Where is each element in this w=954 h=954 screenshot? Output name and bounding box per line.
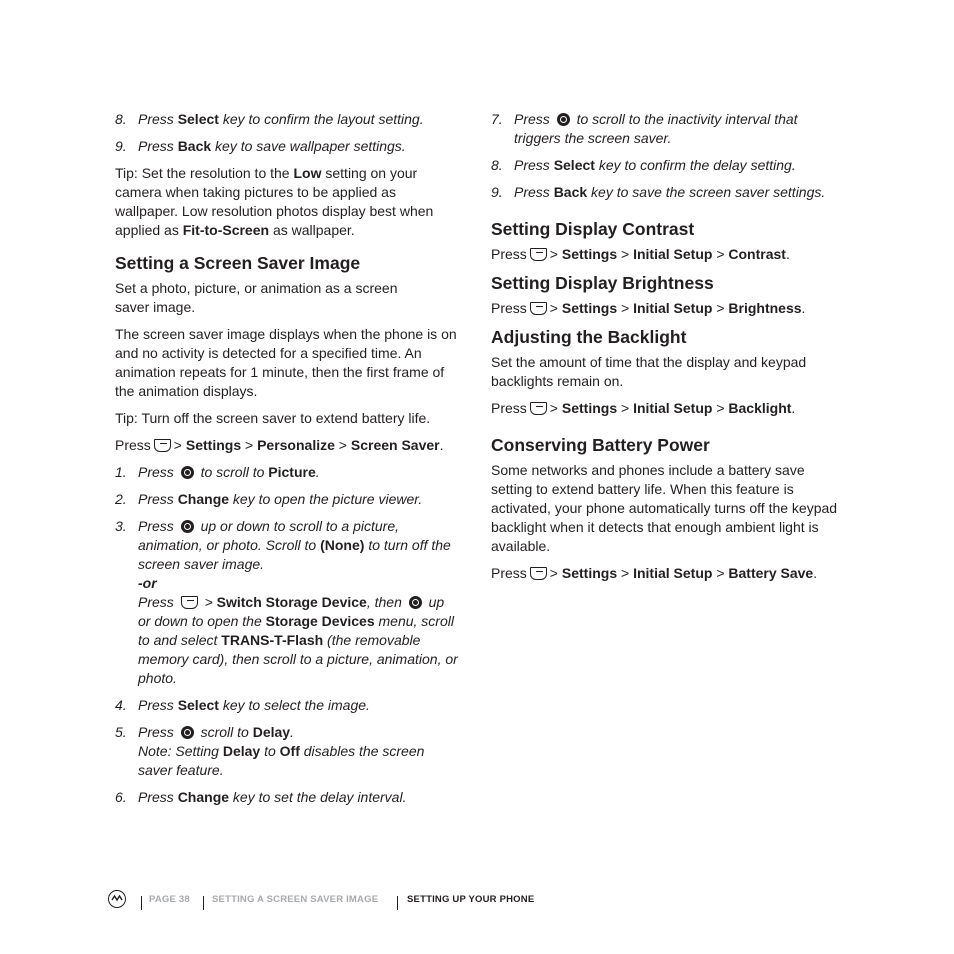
- backlight-path: Press > Settings > Initial Setup > Backlight.: [491, 400, 796, 416]
- step-5: 5. Press scroll to Delay. Note: Setting Delay to Off disables the screen saver feature.: [115, 724, 425, 778]
- step-7: 7. Press to scroll to the inactivity interval that triggers the screen saver.: [491, 111, 798, 146]
- menu-key-icon: [181, 596, 198, 609]
- step-2: 2. Press Change key to open the picture viewer.: [115, 491, 423, 507]
- step-8: 8. Press Select key to confirm the layout setting.: [115, 111, 424, 127]
- step-6: 6. Press Change key to set the delay interval.: [115, 789, 407, 805]
- backlight-heading: Adjusting the Backlight: [491, 327, 687, 347]
- left-column: [115, 110, 460, 815]
- step-9: 9. Press Back key to save wallpaper settings.: [115, 138, 406, 154]
- nav-key-icon: [181, 520, 194, 533]
- footer-section: SETTING A SCREEN SAVER IMAGE: [212, 894, 379, 905]
- brightness-heading: Setting Display Brightness: [491, 273, 714, 293]
- step-1: 1. Press to scroll to Picture.: [115, 464, 320, 480]
- tip-battery: Tip: Turn off the screen saver to extend battery life.: [115, 410, 431, 426]
- intro-text: Set a photo, picture, or animation as a screen saver image.: [115, 280, 398, 315]
- footer-divider: [397, 896, 398, 910]
- backlight-description: Set the amount of time that the display and keypad backlights remain on.: [491, 354, 807, 389]
- footer-chapter: SETTING UP YOUR PHONE: [407, 894, 535, 905]
- step-9: 9. Press Back key to save the screen saver settings.: [491, 184, 826, 200]
- battery-path: Press > Settings > Initial Setup > Battery Save.: [491, 565, 818, 581]
- step-8: 8. Press Select key to confirm the delay setting.: [491, 157, 796, 173]
- battery-description: Some networks and phones include a battery save setting to extend battery life. When this feature is activated, your phone automatically turns off the keypad backlight when it detects that enough ambient light is available.: [491, 462, 838, 554]
- nav-key-icon: [181, 726, 194, 739]
- footer-divider: [203, 896, 204, 910]
- step-3: 3. Press up or down to scroll to a picture, animation, or photo. Scroll to (None) to turn off the screen saver image. -or Press > Switch Storage Device, then up or down to open the Storage Devices menu, scroll to and select TRANS-T-Flash (the removable memory card), then scroll to a picture, animation, or photo.: [115, 518, 458, 686]
- tip-resolution: Tip: Set the resolution to the Low setting on your camera when taking pictures to be applied as wallpaper. Low resolution photos display best when applied as Fit-to-Screen as wallpaper.: [115, 165, 434, 238]
- step-4: 4. Press Select key to select the image.: [115, 697, 370, 713]
- brand-logo-icon: [108, 890, 126, 908]
- menu-key-icon: [530, 402, 547, 415]
- menu-key-icon: [530, 567, 547, 580]
- menu-path: Press > Settings > Personalize > Screen Saver.: [115, 437, 444, 453]
- contrast-heading: Setting Display Contrast: [491, 219, 695, 239]
- brightness-path: Press > Settings > Initial Setup > Brightness.: [491, 300, 806, 316]
- menu-key-icon: [530, 248, 547, 261]
- nav-key-icon: [409, 596, 422, 609]
- footer-divider: [141, 896, 142, 910]
- page-footer: [108, 890, 608, 912]
- nav-key-icon: [181, 466, 194, 479]
- description-text: The screen saver image displays when the phone is on and no activity is detected for a specified time. An animation repeats for 1 minute, then the first frame of the animation displays.: [115, 326, 457, 399]
- footer-page-number: PAGE 38: [149, 894, 190, 905]
- nav-key-icon: [557, 113, 570, 126]
- menu-key-icon: [154, 439, 171, 452]
- menu-key-icon: [530, 302, 547, 315]
- battery-heading: Conserving Battery Power: [491, 435, 710, 455]
- contrast-path: Press > Settings > Initial Setup > Contrast.: [491, 246, 790, 262]
- section-heading: Setting a Screen Saver Image: [115, 253, 361, 273]
- right-column: [491, 110, 841, 591]
